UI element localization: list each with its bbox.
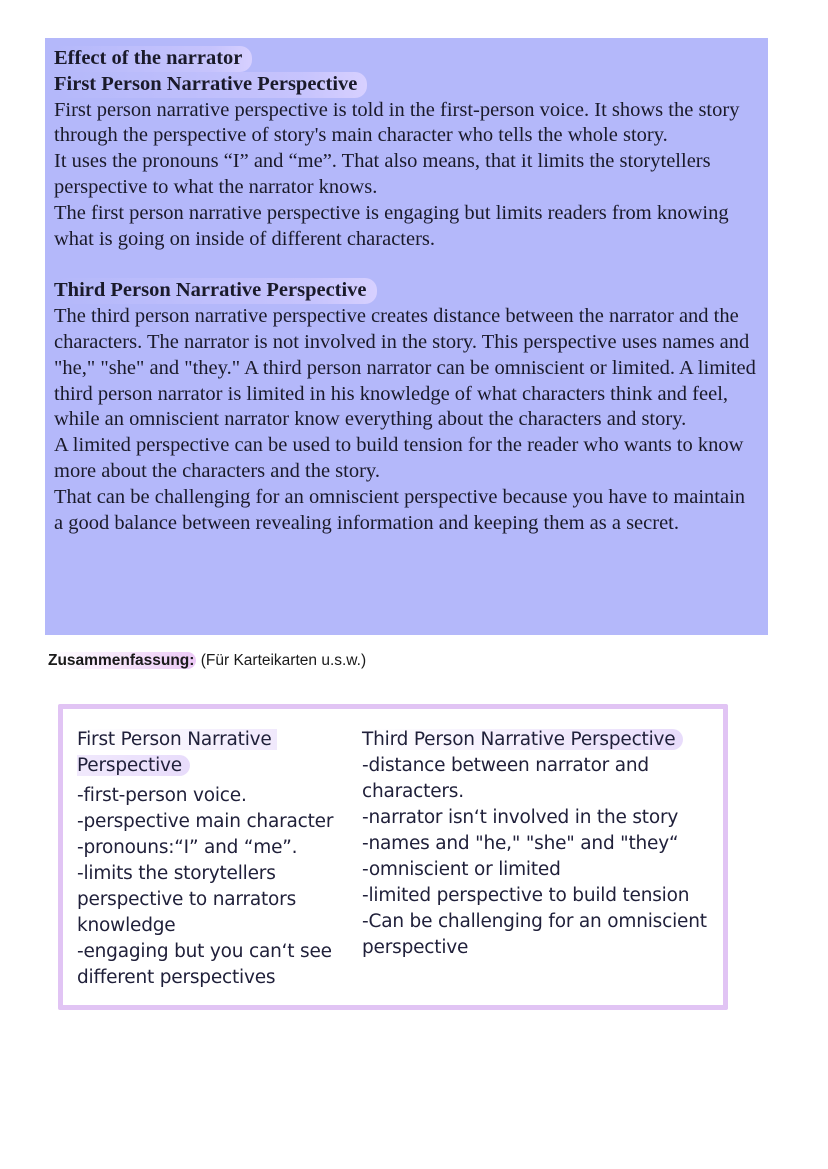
summary-point: -narrator isn‘t involved in the story bbox=[362, 807, 679, 828]
summary-point: -perspective main character bbox=[77, 811, 334, 832]
summary-point: -pronouns:“I” and “me”. bbox=[77, 837, 298, 858]
summary-column-third-person bbox=[362, 727, 722, 961]
summary-point: -Can be challenging for an omniscient perspective bbox=[362, 911, 713, 958]
summary-label-rest: (Für Karteikarten u.s.w.) bbox=[196, 652, 367, 669]
paragraph: The third person narrative perspective creates distance between the narrator and the characters. The narrator is not involved in the story. This perspective uses names and "he," "she" and "they." A third person narrator can be omniscient or limited. A limited third person narrator is limited in his knowledge of what characters think and feel, while an omniscient narrator know everything about the characters and story. bbox=[54, 305, 756, 431]
summary-point: -distance between narrator and characters. bbox=[362, 755, 655, 802]
first-person-title: First Person Narrative Perspective bbox=[54, 72, 367, 98]
paragraph: That can be challenging for an omniscient perspective because you have to maintain a good balance between revealing information and keeping them as a secret. bbox=[54, 485, 746, 534]
paragraph: It uses the pronouns “I” and “me”. That also means, that it limits the storytellers perspective to what the narrator knows. bbox=[54, 150, 711, 198]
summary-right-title: Third Person Narrative Perspective bbox=[362, 729, 683, 750]
section-heading: Effect of the narrator bbox=[54, 46, 252, 72]
summary-point: -first-person voice. bbox=[77, 785, 247, 806]
summary-column-first-person bbox=[77, 727, 347, 991]
summary-point: -omniscient or limited bbox=[362, 859, 561, 880]
summary-left-title: First Person Narrative Perspective bbox=[77, 729, 278, 776]
paragraph: A limited perspective can be used to build tension for the reader who wants to know more about the characters and the story. bbox=[54, 434, 744, 482]
summary-point: -names and "he," "she" and "they“ bbox=[362, 833, 679, 854]
summary-point: -limits the storytellers perspective to narrators knowledge bbox=[77, 863, 302, 936]
summary-card bbox=[58, 704, 728, 1010]
summary-label-bold: Zusammenfassung: bbox=[48, 652, 195, 669]
paragraph: The first person narrative perspective is engaging but limits readers from knowing what is going on inside of different characters. bbox=[54, 201, 729, 250]
third-person-title: Third Person Narrative Perspective bbox=[54, 278, 377, 304]
notes-panel bbox=[45, 38, 768, 635]
summary-label bbox=[48, 650, 378, 672]
summary-point: -engaging but you can‘t see different perspectives bbox=[77, 941, 338, 988]
summary-point: -limited perspective to build tension bbox=[362, 885, 690, 906]
paragraph: First person narrative perspective is told in the first-person voice. It shows the story through the perspective of story's main character who tells the whole story. bbox=[54, 98, 740, 147]
